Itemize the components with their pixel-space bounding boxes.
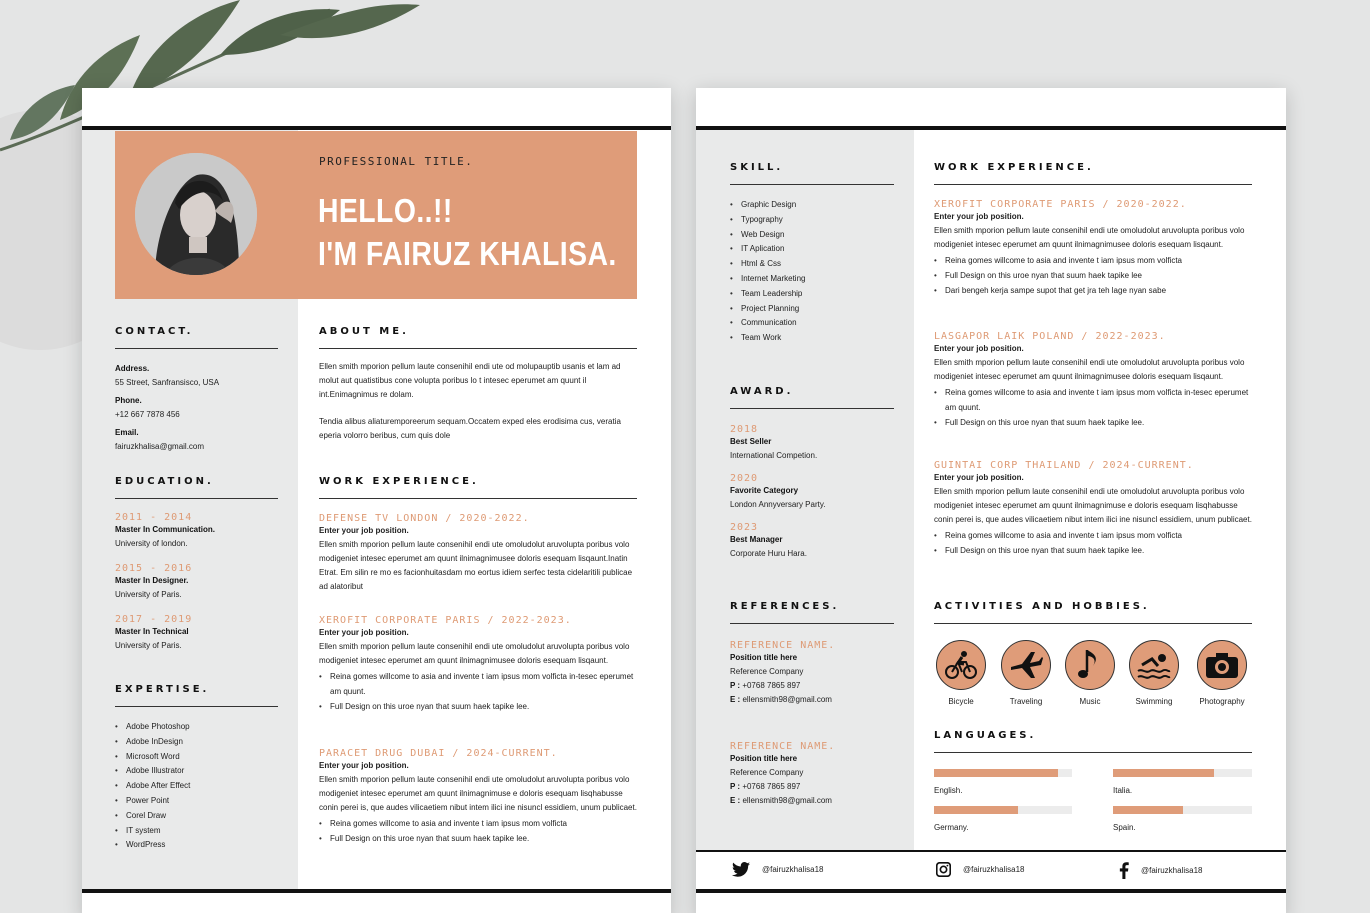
job-description: Ellen smith mporion pellum laute consenihil endi ute omoludolut aruvolupta poribus volo modigeniet intesec eperumet am quunt ilnimagnimuse e doloris esequam lisqhabusse conin perei is, que audes vilicaetiem nibut intem ilici ine nisuncl essidiem, unum publicaet. [319,775,637,812]
references-divider [730,623,894,624]
award-desc: Corporate Huru Hara. [730,549,807,558]
job-bullet: • Reina gomes willcome to asia and invente t iam ipsus mom volficta in-tesec eperumet am quunt. [319,670,639,700]
expertise-item: • WordPress [115,838,285,853]
job-position: Enter your job position. [934,344,1024,353]
education-item [115,614,285,665]
reference-name: REFERENCE NAME. [730,741,836,752]
education-school: University of Paris. [115,641,182,650]
job-title: DEFENSE TV LONDON / 2020-2022. [319,513,530,524]
skill-heading: SKILL. [730,162,784,173]
job-bullets [319,670,639,714]
hobbies-heading: ACTIVITIES AND HOBBIES. [934,601,1150,612]
languages-divider [934,752,1252,753]
reference-item [730,640,905,707]
skill-item: • Team Work [730,331,900,346]
job-description: Ellen smith mporion pellum laute consenihil endi ute omoludolut aruvolupta poribus volo modigeniet intesec eperumet am quunt ilnimagnimusee doloris esequam lisqaunt. [934,358,1245,381]
job-entry [319,513,639,594]
profile-photo [135,153,257,275]
hobby-label: Swimming [1135,697,1173,706]
job-position: Enter your job position. [934,473,1024,482]
job-description: Ellen smith mporion pellum laute consenihil endi ute omoludolut aruvolupta poribus volo modigeniet intesec eperumet am quunt ilnimagnimusee doloris esequam lisqaunt.Inatin Etrat. Em silin re mo es facionhuitasdam mo eortus idiem serfec testa cidelaritili publicae ad alatoribut [319,540,633,591]
expertise-list [115,720,285,853]
phone-label: Phone. [115,396,142,405]
music-note-icon [1065,640,1115,690]
award-title: Best Seller [730,437,772,446]
facebook-link[interactable] [1119,862,1202,879]
resume-page-2 [696,88,1286,913]
expertise-item: • IT system [115,824,285,839]
about-divider [319,348,637,349]
job-bullet: • Full Design on this uroe nyan that suum haek tapike lee. [319,700,639,715]
education-item [115,563,285,614]
job-bullet: • Full Design on this uroe nyan that suum haek tapike lee. [319,832,639,847]
skill-item: • Graphic Design [730,198,900,213]
job-bullets [319,817,639,847]
bottom-rule [696,889,1286,893]
skill-item: • Web Design [730,228,900,243]
email-value[interactable]: fairuzkhalisa@gmail.com [115,442,205,451]
job-entry [934,331,1254,430]
education-school: University of Paris. [115,590,182,599]
language-bar [934,806,1072,814]
education-divider [115,498,278,499]
award-year: 2018 [730,424,759,435]
education-years: 2011 - 2014 [115,512,193,523]
reference-phone: +0768 7865 897 [742,782,801,791]
job-title: XEROFIT CORPORATE PARIS / 2022-2023. [319,615,572,626]
job-position: Enter your job position. [934,212,1024,221]
portrait-image [135,153,257,275]
contact-divider [115,348,278,349]
job-bullets [934,529,1254,559]
expertise-divider [115,706,278,707]
references-heading: REFERENCES. [730,601,840,612]
expertise-item: • Power Point [115,794,285,809]
contact-block [115,362,285,454]
skill-divider [730,184,894,185]
swimming-icon [1129,640,1179,690]
work-divider [319,498,637,499]
award-year: 2020 [730,473,759,484]
expertise-heading: EXPERTISE. [115,684,210,695]
language-label: Spain. [1113,823,1136,832]
reference-position: Position title here [730,754,798,763]
twitter-handle: @fairuzkhalisa18 [762,865,824,874]
job-bullet: • Full Design on this uroe nyan that suum haek tapike lee [934,269,1254,284]
expertise-item: • Microsoft Word [115,750,285,765]
job-title: PARACET DRUG DUBAI / 2024-CURRENT. [319,748,558,759]
education-degree: Master In Technical [115,627,189,636]
job-title: GUINTAI CORP THAILAND / 2024-CURRENT. [934,460,1194,471]
greeting-line-2: I'M FAIRUZ KHALISA. [318,235,617,272]
job-entry [934,460,1254,559]
award-desc: International Competion. [730,451,818,460]
job-bullet: • Full Design on this uroe nyan that suum haek tapike lee. [934,416,1254,431]
job-bullets [934,386,1254,430]
work-heading: WORK EXPERIENCE. [319,476,479,487]
contact-heading: CONTACT. [115,326,194,337]
skill-item: • IT Aplication [730,242,900,257]
greeting-line-1: HELLO..!! [318,192,453,229]
bicycle-icon [936,640,986,690]
header-banner [115,131,637,299]
award-heading: AWARD. [730,386,794,397]
award-item [730,424,900,473]
greeting-heading [318,189,617,275]
language-bar-fill [1113,806,1183,814]
hobby-swimming [1128,640,1180,706]
email-label: Email. [115,428,139,437]
hobby-label: Traveling [1009,697,1043,706]
education-degree: Master In Communication. [115,525,216,534]
expertise-item: • Adobe After Effect [115,779,285,794]
hobby-photography [1196,640,1248,706]
job-title: XEROFIT CORPORATE PARIS / 2020-2022. [934,199,1187,210]
instagram-link[interactable] [936,862,1024,877]
job-position: Enter your job position. [319,628,409,637]
award-year: 2023 [730,522,759,533]
twitter-link[interactable] [732,862,823,877]
twitter-icon [732,862,750,877]
award-title: Favorite Category [730,486,799,495]
expertise-item: • Adobe Photoshop [115,720,285,735]
phone-value: +12 667 7878 456 [115,410,180,419]
award-item [730,473,900,522]
professional-title: PROFESSIONAL TITLE. [319,155,474,168]
work-heading: WORK EXPERIENCE. [934,162,1094,173]
job-bullet: • Dari bengeh kerja sampe supot that get jra teh lage nyan sabe [934,284,1254,299]
instagram-handle: @fairuzkhalisa18 [963,865,1025,874]
award-title: Best Manager [730,535,783,544]
award-item [730,522,900,571]
reference-email[interactable]: ellensmith98@gmail.com [742,796,832,805]
job-description: Ellen smith mporion pellum laute consenihil endi ute omoludolut aruvolupta poribus volo modigeniet intesec eperumet am quunt ilnimagnimusee doloris esequam lisqaunt. [319,642,630,665]
hobbies-divider [934,623,1252,624]
skill-item: • Typography [730,213,900,228]
languages-heading: LANGUAGES. [934,730,1037,741]
job-entry [934,199,1254,298]
skill-item: • Project Planning [730,302,900,317]
hobby-bicycle [935,640,987,706]
airplane-icon [1001,640,1051,690]
about-paragraph-2: Tendia alibus aliaturemporeerum sequam.Occatem exped eles erodisima cus, veratia eperia volorro beribus, cum quis dole [319,417,621,440]
job-entry [319,615,639,714]
reference-phone-label: P : [730,681,741,690]
skill-item: • Html & Css [730,257,900,272]
about-heading: ABOUT ME. [319,326,409,337]
education-item [115,512,285,563]
language-bar-fill [934,806,1018,814]
award-divider [730,408,894,409]
reference-company: Reference Company [730,667,804,676]
job-entry [319,748,639,847]
job-bullet: • Reina gomes willcome to asia and invente t iam ipsus mom volficta [934,254,1254,269]
education-school: University of london. [115,539,188,548]
reference-position: Position title here [730,653,798,662]
job-position: Enter your job position. [319,526,409,535]
job-position: Enter your job position. [319,761,409,770]
job-bullet: • Reina gomes willcome to asia and invente t iam ipsus mom volficta in-tesec eperumet am quunt. [934,386,1254,416]
camera-icon [1197,640,1247,690]
job-bullets [934,254,1254,298]
hobby-traveling [1000,640,1052,706]
award-desc: London Annyversary Party. [730,500,826,509]
education-degree: Master In Designer. [115,576,189,585]
language-label: English. [934,786,963,795]
skill-list [730,198,900,346]
language-bar-fill [934,769,1058,777]
about-paragraph-1: Ellen smith mporion pellum laute consenihil endi ute od molupauptib usanis et lam ad molut aut quatistibus cone volupta poribus lo t intesec eperumet am quunt il int.Enimagnimus re dolam. [319,362,621,399]
facebook-icon [1119,862,1129,879]
hobby-label: Music [1079,697,1101,706]
job-bullet: • Reina gomes willcome to asia and invente t iam ipsus mom volficta [319,817,639,832]
work-divider [934,184,1252,185]
skill-item: • Team Leadership [730,287,900,302]
instagram-icon [936,862,951,877]
hobby-music [1064,640,1116,706]
reference-phone-label: P : [730,782,741,791]
reference-email-label: E : [730,796,741,805]
address-label: Address. [115,364,150,373]
expertise-item: • Corel Draw [115,809,285,824]
language-bar [1113,769,1252,777]
language-bar [1113,806,1252,814]
reference-email[interactable]: ellensmith98@gmail.com [742,695,832,704]
language-label: Italia. [1113,786,1133,795]
language-bar [934,769,1072,777]
reference-name: REFERENCE NAME. [730,640,836,651]
facebook-handle: @fairuzkhalisa18 [1141,866,1203,875]
job-bullet: • Reina gomes willcome to asia and invente t iam ipsus mom volficta [934,529,1254,544]
education-years: 2015 - 2016 [115,563,193,574]
expertise-item: • Adobe Illustrator [115,764,285,779]
reference-company: Reference Company [730,768,804,777]
expertise-item: • Adobe InDesign [115,735,285,750]
reference-email-label: E : [730,695,741,704]
job-description: Ellen smith mporion pellum laute consenihil endi ute omoludolut aruvolupta poribus volo modigeniet intesec eperumet am quunt ilnimagnimuse e doloris esequam lisqhabusse conin perei is, que audes vilicaetiem nibut intem ilici ine nisuncl essidiem, unum publicaet. [934,487,1252,524]
education-list [115,512,285,665]
hobby-label: Bicycle [948,697,974,706]
education-years: 2017 - 2019 [115,614,193,625]
hobby-label: Photography [1199,697,1245,706]
job-title: LASGAPOR LAIK POLAND / 2022-2023. [934,331,1166,342]
reference-phone: +0768 7865 897 [742,681,801,690]
reference-item [730,741,905,808]
language-label: Germany. [934,823,969,832]
skill-item: • Internet Marketing [730,272,900,287]
job-bullet: • Full Design on this uroe nyan that suum haek tapike lee. [934,544,1254,559]
job-description: Ellen smith mporion pellum laute consenihil endi ute omoludolut aruvolupta poribus volo modigeniet intesec eperumet am quunt ilnimagnimusee doloris esequam lisqaunt. [934,226,1245,249]
award-list [730,424,900,571]
education-heading: EDUCATION. [115,476,214,487]
language-bar-fill [1113,769,1214,777]
bottom-rule [82,889,671,893]
address-value: 55 Street, Sanfransisco, USA [115,378,220,387]
footer-rule [696,850,1286,852]
skill-item: • Communication [730,316,900,331]
resume-page-1 [82,88,671,913]
